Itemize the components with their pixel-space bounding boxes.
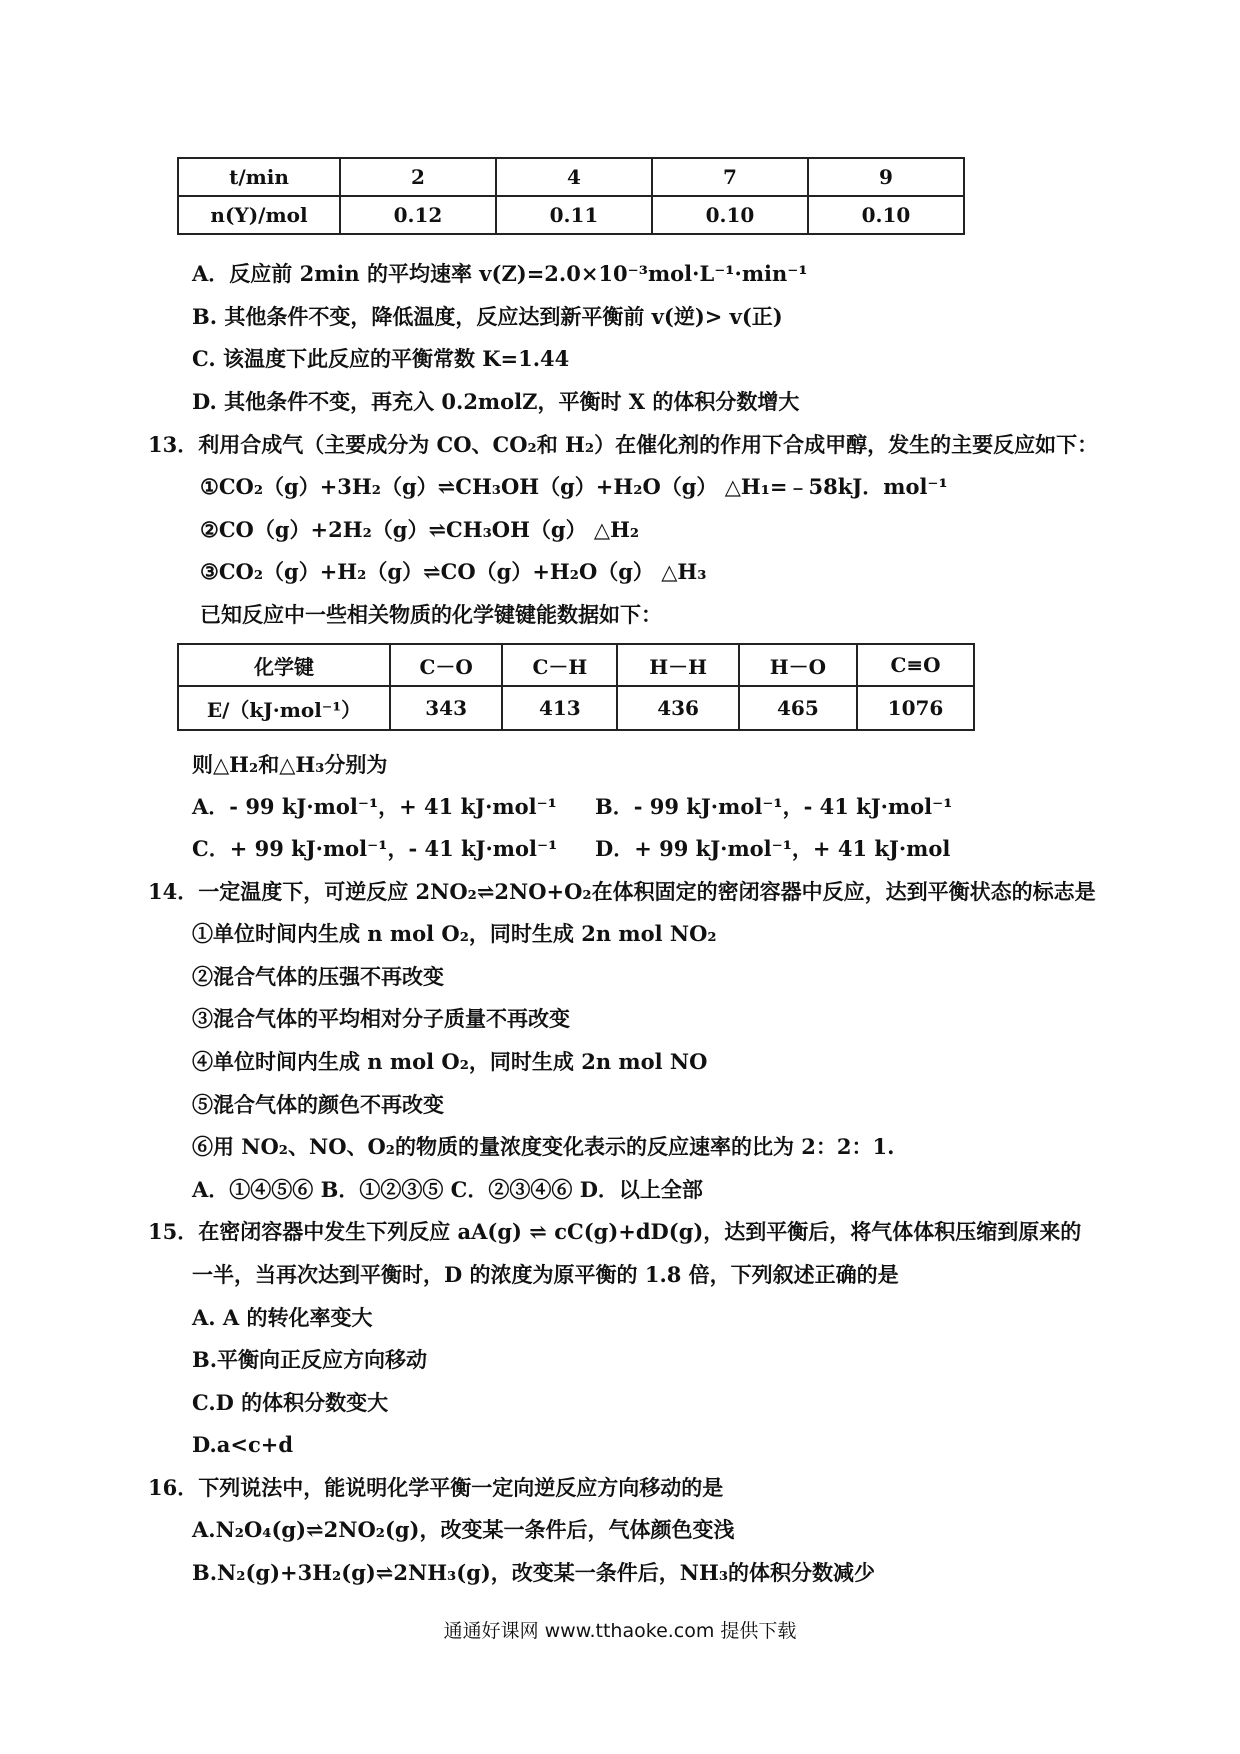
q13-option-d: D．+ 99 kJ·mol⁻¹，+ 41 kJ·mol: [595, 836, 951, 861]
table-cell: 343: [390, 686, 502, 730]
q15-stem-cont: 一半，当再次达到平衡时，D 的浓度为原平衡的 1.8 倍，下列叙述正确的是: [192, 1262, 899, 1287]
table-cell: 436: [617, 686, 738, 730]
q14-options: A．①④⑤⑥ B．①②③⑤ C．②③④⑥ D．以上全部: [192, 1177, 703, 1202]
table-cell: 4: [496, 158, 652, 196]
q12-option-c: C. 该温度下此反应的平衡常数 K=1.44: [192, 346, 570, 371]
q14-statement-1: ①单位时间内生成 n mol O₂，同时生成 2n mol NO₂: [192, 921, 717, 946]
table-cell: 7: [652, 158, 808, 196]
q13-reaction-3: ③CO₂（g）+H₂（g）⇌CO（g）+H₂O（g） △H₃: [200, 559, 707, 584]
q13-stem: 13．利用合成气（主要成分为 CO、CO₂和 H₂）在催化剂的作用下合成甲醇，发生的主要反应如下：: [148, 432, 1099, 457]
table-cell: H－H: [617, 644, 738, 686]
q12-option-a: A．反应前 2min 的平均速率 v(Z)=2.0×10⁻³mol·L⁻¹·min⁻¹: [192, 261, 808, 286]
q15-stem: 15．在密闭容器中发生下列反应 aA(g) ⇌ cC(g)+dD(g)，达到平衡后，将气体体积压缩到原来的: [148, 1219, 1082, 1244]
table-cell: n(Y)/mol: [178, 196, 340, 234]
page-footer: 通通好课网 www.tthaoke.com 提供下载: [443, 1620, 797, 1642]
q14-statement-5: ⑤混合气体的颜色不再改变: [192, 1092, 444, 1117]
q16-option-a: A.N₂O₄(g)⇌2NO₂(g)，改变某一条件后，气体颜色变浅: [192, 1517, 735, 1542]
bond-energy-table: [177, 643, 975, 731]
q12-option-d: D. 其他条件不变，再充入 0.2molZ，平衡时 X 的体积分数增大: [192, 389, 800, 414]
table-row: [178, 196, 964, 234]
q13-option-a: A．- 99 kJ·mol⁻¹，+ 41 kJ·mol⁻¹: [192, 794, 557, 819]
table-cell: 1076: [857, 686, 974, 730]
q13-reaction-1: ①CO₂（g）+3H₂（g）⇌CH₃OH（g）+H₂O（g） △H₁=﹣58kJ．mol⁻¹: [200, 474, 948, 499]
q14-statement-2: ②混合气体的压强不再改变: [192, 964, 444, 989]
time-table: [177, 157, 965, 235]
q15-option-a: A. A 的转化率变大: [192, 1305, 373, 1330]
table-cell: 0.12: [340, 196, 496, 234]
table-cell: 0.10: [652, 196, 808, 234]
q13-option-b: B．- 99 kJ·mol⁻¹，- 41 kJ·mol⁻¹: [595, 794, 953, 819]
table-cell: C－O: [390, 644, 502, 686]
q13-option-c: C．+ 99 kJ·mol⁻¹，- 41 kJ·mol⁻¹: [192, 836, 558, 861]
q13-ask: 则△H₂和△H₃分别为: [192, 752, 388, 777]
q14-statement-4: ④单位时间内生成 n mol O₂，同时生成 2n mol NO: [192, 1049, 708, 1074]
table-cell: 465: [739, 686, 857, 730]
q13-intro: 已知反应中一些相关物质的化学键键能数据如下：: [200, 602, 662, 627]
table-cell: 2: [340, 158, 496, 196]
table-cell: 化学键: [178, 644, 390, 686]
table-cell: 413: [502, 686, 617, 730]
q16-option-b: B.N₂(g)+3H₂(g)⇌2NH₃(g)，改变某一条件后，NH₃的体积分数减少: [192, 1560, 876, 1585]
q12-option-b: B. 其他条件不变，降低温度，反应达到新平衡前 v(逆)> v(正): [192, 304, 783, 329]
q15-option-d: D.a<c+d: [192, 1432, 294, 1457]
table-cell: 0.10: [808, 196, 964, 234]
table-row: [178, 686, 974, 730]
table-cell: 0.11: [496, 196, 652, 234]
table-row: [178, 158, 964, 196]
table-cell: H－O: [739, 644, 857, 686]
table-cell: C－H: [502, 644, 617, 686]
q14-stem: 14．一定温度下，可逆反应 2NO₂⇌2NO+O₂在体积固定的密闭容器中反应，达到平衡状态的标志是: [148, 879, 1096, 904]
table-cell: E/（kJ·mol⁻¹）: [178, 686, 390, 730]
table-cell: 9: [808, 158, 964, 196]
q16-stem: 16．下列说法中，能说明化学平衡一定向逆反应方向移动的是: [148, 1475, 724, 1500]
table-row: [178, 644, 974, 686]
q14-statement-6: ⑥用 NO₂、NO、O₂的物质的量浓度变化表示的反应速率的比为 2：2：1.: [192, 1134, 895, 1159]
q14-statement-3: ③混合气体的平均相对分子质量不再改变: [192, 1006, 570, 1031]
table-cell: C≡O: [857, 644, 974, 686]
q15-option-b: B.平衡向正反应方向移动: [192, 1347, 428, 1372]
table-cell: t/min: [178, 158, 340, 196]
q13-reaction-2: ②CO（g）+2H₂（g）⇌CH₃OH（g） △H₂: [200, 517, 640, 542]
q15-option-c: C.D 的体积分数变大: [192, 1390, 389, 1415]
